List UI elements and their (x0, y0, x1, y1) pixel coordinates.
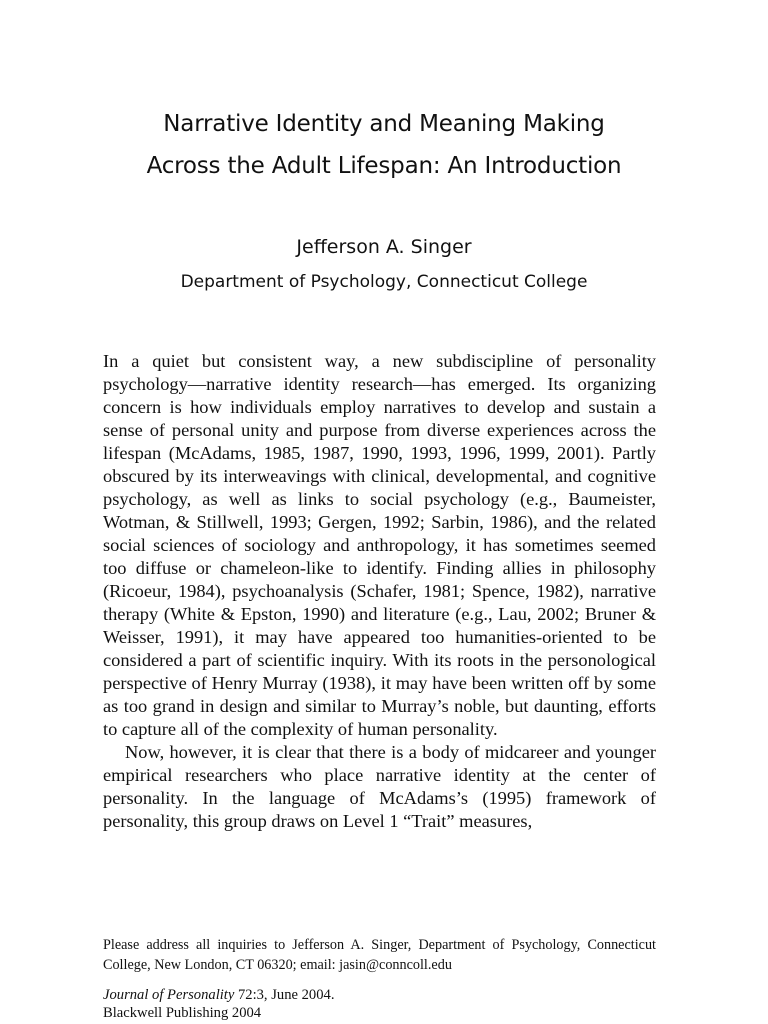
title-line-1: Narrative Identity and Meaning Making (163, 111, 605, 137)
paper-title (60, 103, 708, 187)
journal-issue: 72:3, June 2004. (234, 987, 335, 1003)
author-affiliation: Department of Psychology, Connecticut College (180, 272, 588, 292)
body-paragraph-1: In a quiet but consistent way, a new subdiscipline of personality psychology—narrative identity research—has emerged. Its organizing concern is how individuals employ narratives to develop and sustain a sense of personal unity and purpose from diverse experiences across the lifespan (McAdams, 1985, 1987, 1990, 1993, 1996, 1999, 2001). Partly obscured by its interweavings with clinical, developmental, and cognitive psychology, as well as links to social psychology (e.g., Baumeister, Wotman, & Stillwell, 1993; Gergen, 1992; Sarbin, 1986), and the related social sciences of sociology and anthropology, it has sometimes seemed too diffuse or chameleon-like to identify. Finding allies in philosophy (Ricoeur, 1984), psychoanalysis (Schafer, 1981; Spence, 1982), narrative therapy (White & Epston, 1990) and literature (e.g., Lau, 2002; Bruner & Weisser, 1991), it may have appeared too humanities-oriented to be considered a part of scientific inquiry. With its roots in the personological perspective of Henry Murray (1938), it may have been written off by some as too grand in design and similar to Murray’s noble, but daunting, efforts to capture all of the complexity of human personality. (103, 351, 656, 739)
body-text (103, 350, 656, 833)
author-name: Jefferson A. Singer (296, 236, 472, 258)
publisher: Blackwell Publishing 2004 (103, 1005, 262, 1021)
journal-citation (103, 986, 334, 1022)
body-paragraph-2: Now, however, it is clear that there is a body of midcareer and younger empirical researchers who place narrative identity at the center of personality. In the language of McAdams’s (1995) framework of personality, this group draws on Level 1 “Trait” measures, (103, 742, 656, 831)
correspondence-footnote: Please address all inquiries to Jefferson A. Singer, Department of Psychology, Connecticut College, New London, CT 06320; email: jasin@conncoll.edu (103, 937, 656, 973)
title-line-2: Across the Adult Lifespan: An Introduction (146, 153, 622, 179)
journal-name: Journal of Personality (103, 987, 235, 1003)
